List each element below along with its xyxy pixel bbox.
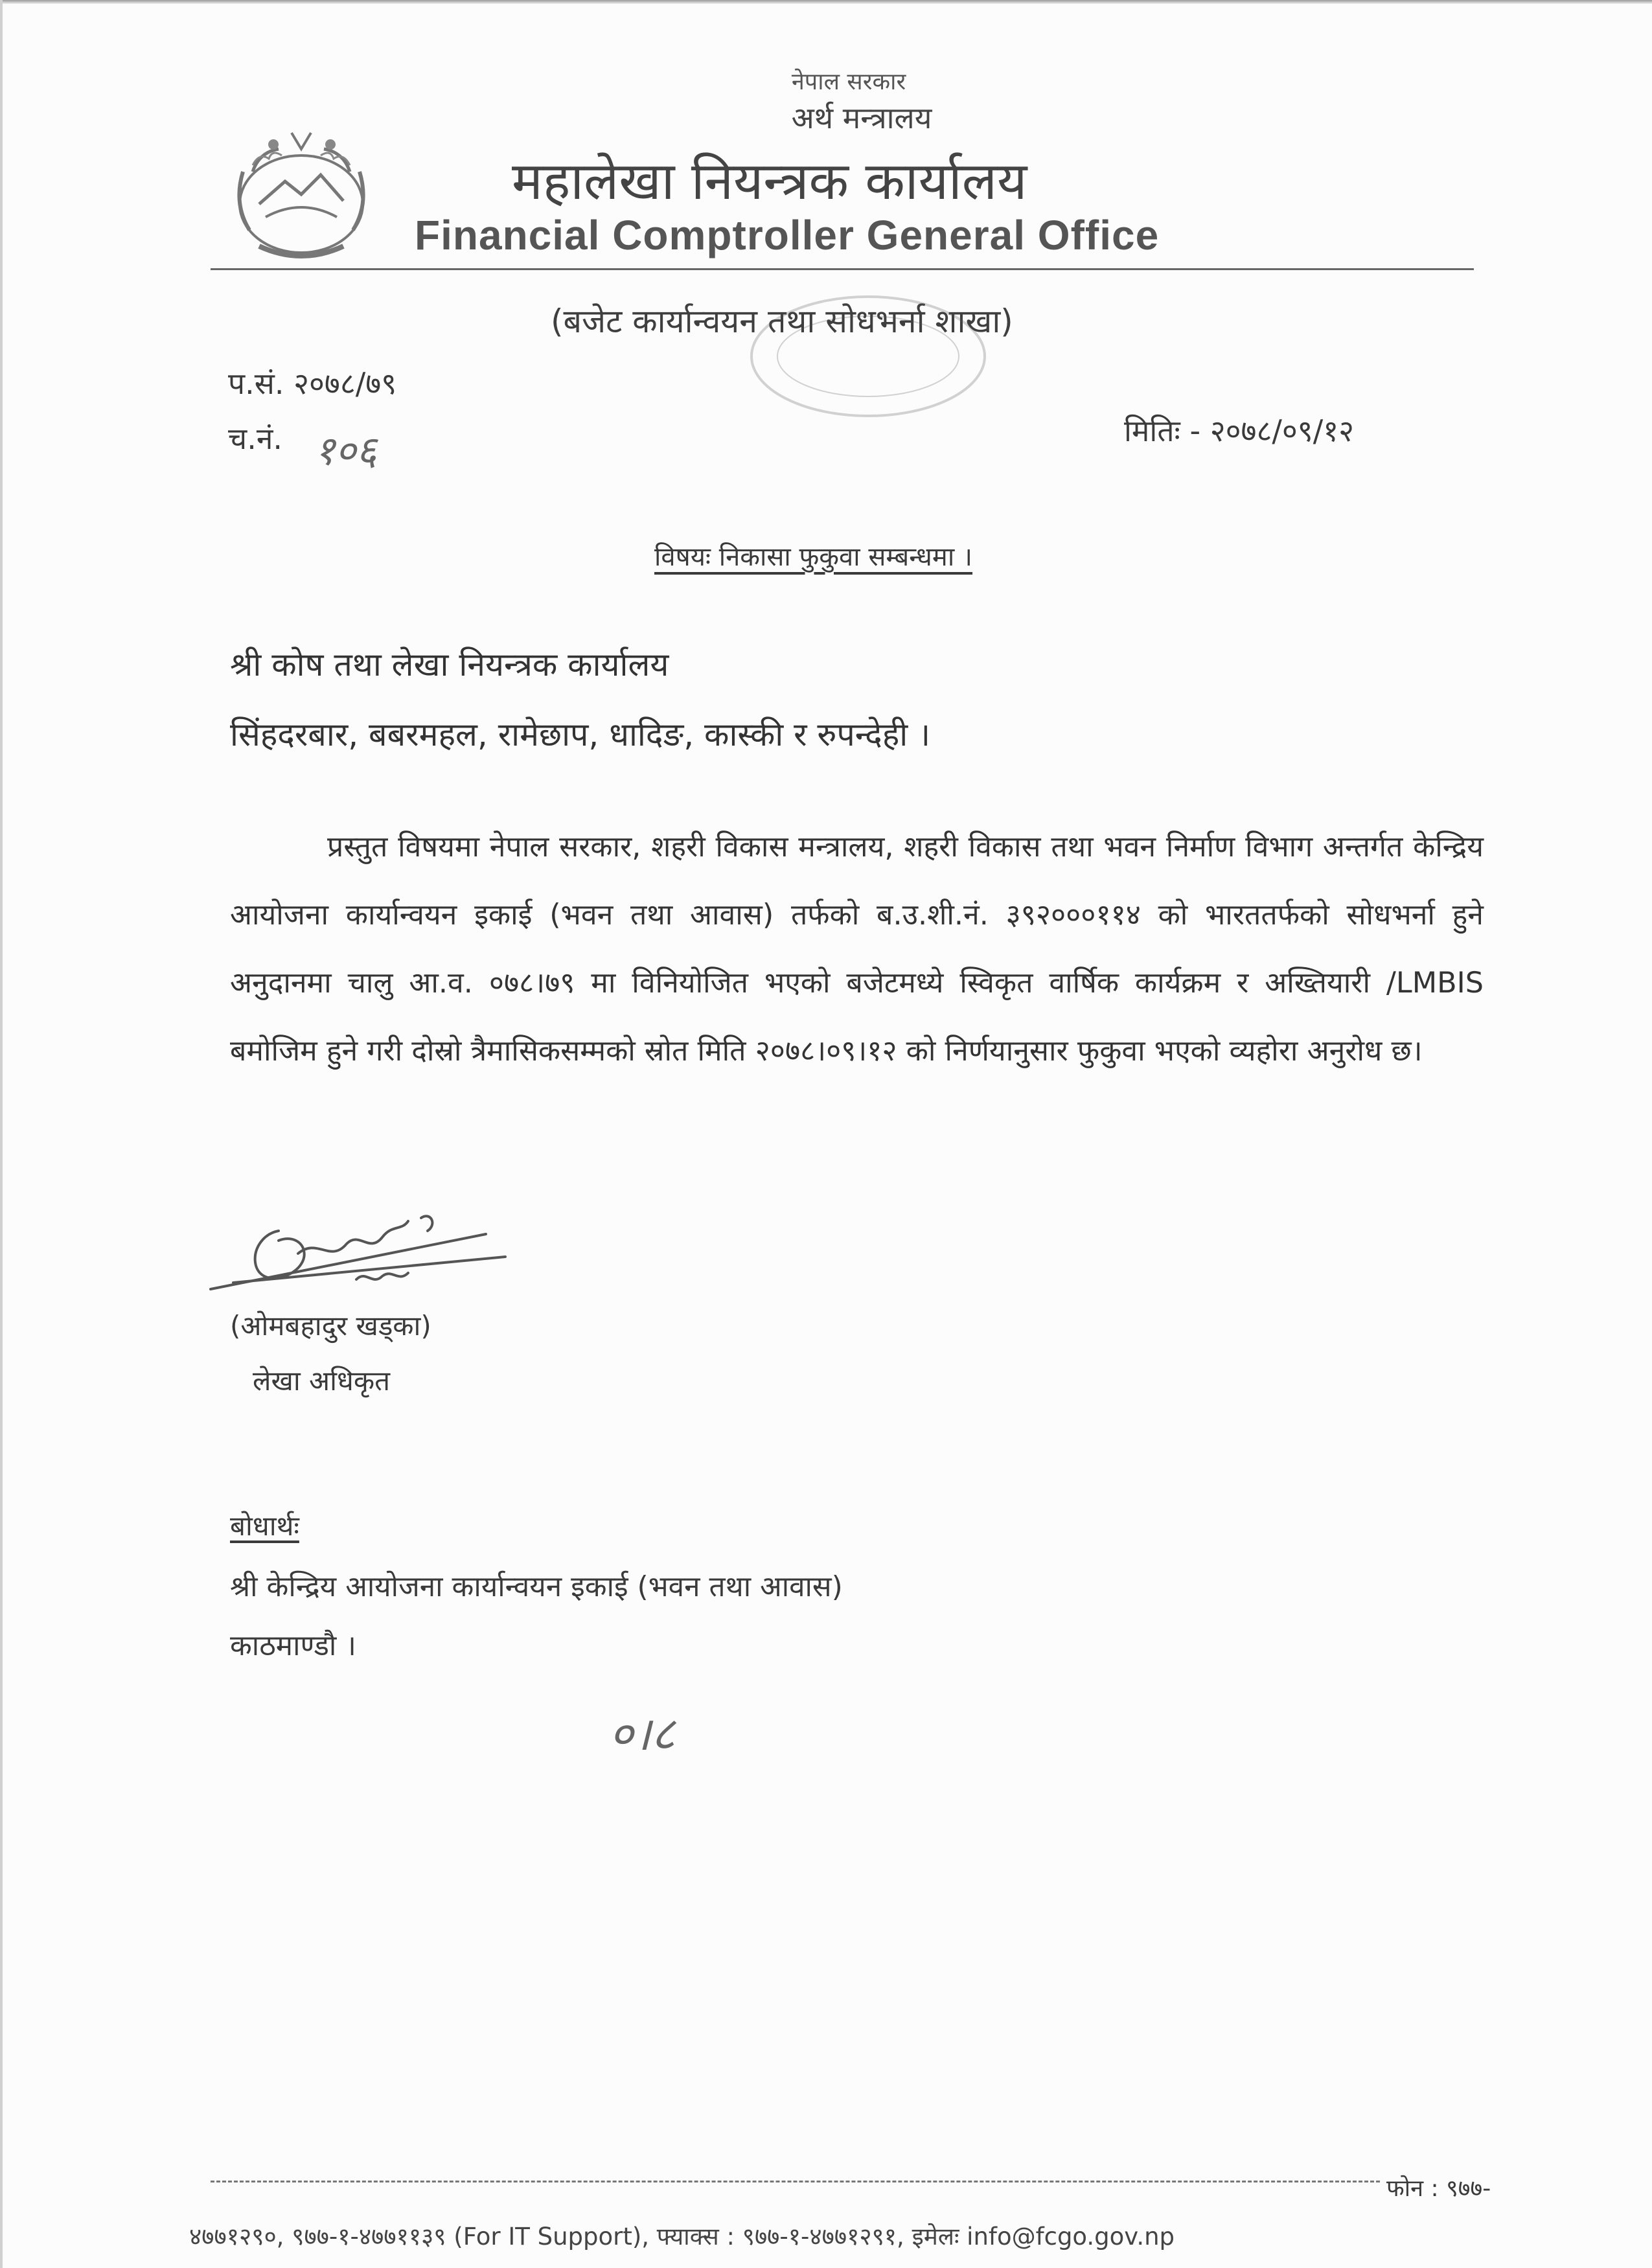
office-stamp-icon <box>745 292 991 421</box>
cc-heading: बोधार्थः <box>230 1510 299 1542</box>
dispatch-number-handwritten: १०६ <box>314 427 377 474</box>
addressee-line-2: सिंहदरबार, बबरमहल, रामेछाप, धादिङ, कास्की र रुपन्देही । <box>230 716 931 753</box>
office-name-english: Financial Comptroller General Office <box>415 212 1160 258</box>
signature-icon <box>207 1192 512 1309</box>
dispatch-number-label: च.नं. <box>228 421 282 456</box>
footer-contact-info: ४७७१२९०, ९७७-१-४७७११३९ (For IT Support), फ्याक्स : ९७७-१-४७७१२९१, इमेलः info@fcgo.gov.np <box>189 2223 1175 2251</box>
office-name-nepali: महालेखा नियन्त्रक कार्यालय <box>512 151 1027 211</box>
footer-phone-label: फोन : ९७७- <box>1386 2175 1491 2202</box>
ministry-name: अर्थ मन्त्रालय <box>791 100 932 135</box>
scan-edge-left <box>0 0 3 2268</box>
cc-recipient-line-2: काठमाण्डौ । <box>230 1629 356 1662</box>
handwritten-note: ०।८ <box>609 1706 676 1761</box>
letter-date: मितिः - २०७८/०९/१२ <box>1124 413 1355 448</box>
addressee-line-1: श्री कोष तथा लेखा नियन्त्रक कार्यालय <box>230 646 669 683</box>
footer-divider <box>211 2181 1380 2182</box>
header-divider <box>211 268 1474 270</box>
reference-number: प.सं. २०७८/७९ <box>228 366 397 401</box>
signatory-title: लेखा अधिकृत <box>253 1365 391 1397</box>
government-name: नेपाल सरकार <box>791 69 906 95</box>
letter-body: प्रस्तुत विषयमा नेपाल सरकार, शहरी विकास मन्त्रालय, शहरी विकास तथा भवन निर्माण विभाग अन्तर्गत केन्द्रिय आयोजना कार्यान्वयन इकाई (भवन तथा आवास) तर्फको ब.उ.शी.नं. ३९२०००११४ को भारततर्फको सोधभर्ना हुने अनुदानमा चालु आ.व. ०७८।७९ मा विनियोजित भएको बजेटमध्ये स्विकृत वार्षिक कार्यक्रम र अख्तियारी /LMBIS बमोजिम हुने गरी दोस्रो त्रैमासिकसम्मको स्रोत मिति २०७८।०९।१२ को निर्णयानुसार फुकुवा भएको व्यहोरा अनुरोध छ। <box>230 830 1484 1068</box>
cc-recipient-line-1: श्री केन्द्रिय आयोजना कार्यान्वयन इकाई (भवन तथा आवास) <box>230 1570 843 1603</box>
signatory-name: (ओमबहादुर खड्का) <box>230 1310 431 1342</box>
scan-edge-top <box>0 0 1652 4</box>
branch-name: (बजेट कार्यान्वयन तथा सोधभर्ना शाखा) <box>551 303 1013 340</box>
nepal-emblem-icon <box>214 126 389 269</box>
letter-subject: विषयः निकासा फुकुवा सम्बन्धमा । <box>654 542 973 572</box>
